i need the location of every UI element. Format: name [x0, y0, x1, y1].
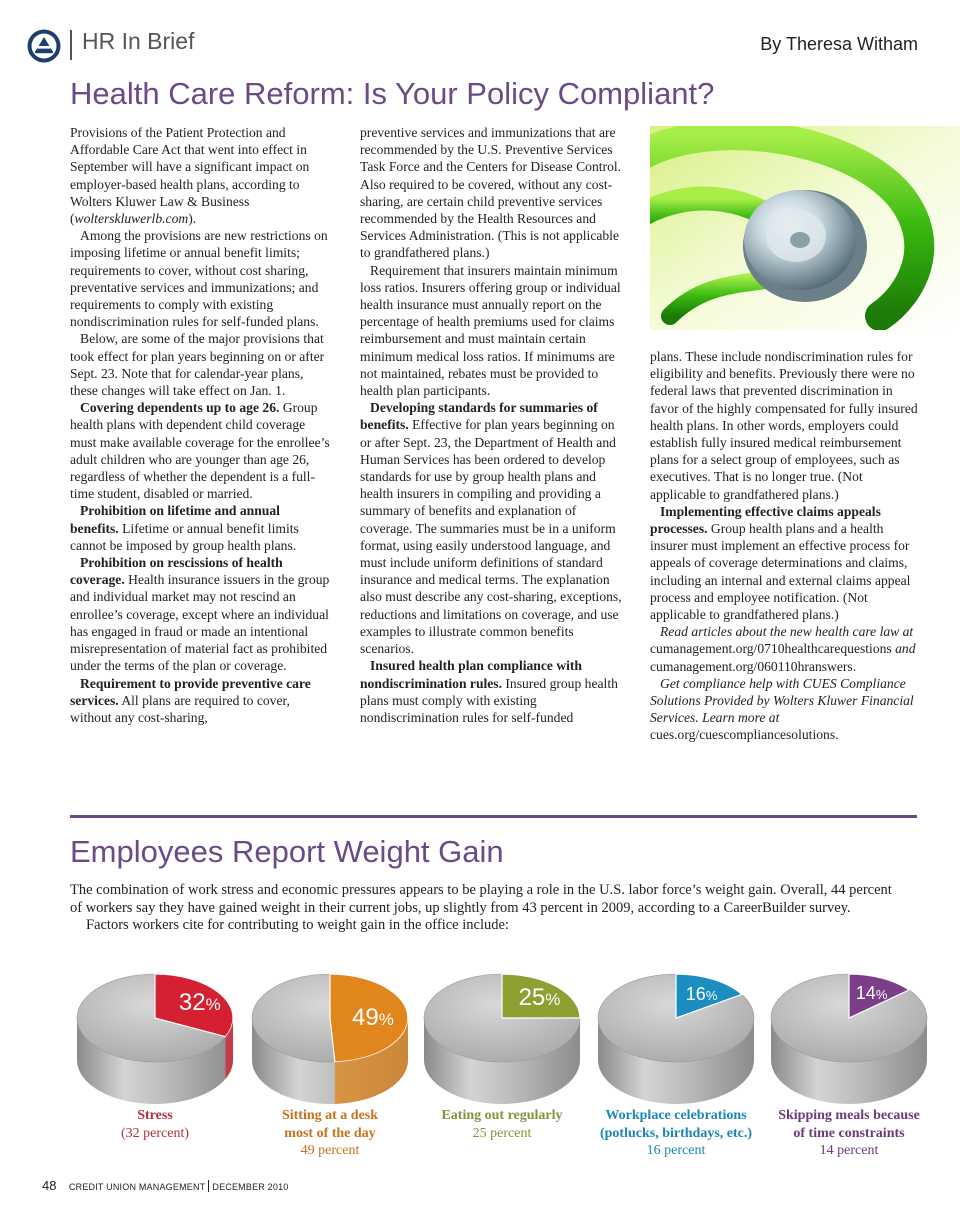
provision-heading: Insured health plan compliance with nondiscrimination rules.: [360, 658, 582, 691]
article-title-weight-gain: Employees Report Weight Gain: [70, 834, 504, 869]
header-divider: [70, 30, 72, 60]
intro-lead-in: Factors workers cite for contributing to weight gain in the office include:: [86, 917, 509, 933]
paragraph-text: Provisions of the Patient Protection and Affordable Care Act that went into effect in September will have a significant impact on employer-based health plans, according to Wolters Kluwer Law & Business (: [70, 125, 310, 227]
provision-heading: Developing standards for summaries of benefits.: [360, 400, 598, 433]
pie-caption-5: [764, 1107, 934, 1160]
factor-percent: 49 percent: [300, 1143, 360, 1158]
factor-name: Stress: [137, 1108, 173, 1123]
factor-name: Skipping meals because: [778, 1108, 920, 1123]
byline: By Theresa Witham: [760, 34, 918, 54]
provision-text: Health insurance issuers in the group and individual market may not rescind an enrollee’s coverage, except where an individual has engaged in fraud or made an intentional misrepresentation of material fact as prohibited under the terms of the plan or coverage.: [70, 572, 330, 674]
pie-value-label: 32%: [178, 989, 221, 1016]
article-column-3: [650, 348, 920, 744]
factor-name: of time constraints: [793, 1125, 905, 1141]
provision-heading: Requirement to provide preventive care services.: [70, 675, 311, 708]
pie-caption-4: [591, 1107, 761, 1160]
web-address: cues.org/cuescompliancesolutions.: [650, 727, 839, 743]
provision-paragraph: [70, 554, 332, 674]
article-column-1: [70, 124, 332, 726]
provision-text: Effective for plan years beginning on or after Sept. 23, the Department of Health and Human Services has been ordered to develop standards for use by group health plans and health insurers in compiling and providing a summary of benefits and explanation of coverage. The summaries must be in a uniform format, using easily understood language, and must include uniform definitions of standard insurance and medical terms. The explanation also must describe any cost-sharing, exceptions, reductions and limitations on coverage, and use examples to illustrate common benefits scenarios.: [360, 417, 622, 657]
provision-heading: Prohibition on lifetime and annual benefits.: [70, 503, 280, 536]
provision-paragraph: [70, 502, 332, 554]
factor-percent: 16 percent: [646, 1143, 706, 1158]
paragraph-text: ).: [188, 211, 197, 227]
publication-name: CREDIT UNION MANAGEMENT: [68, 1182, 206, 1192]
website-reference: wolterskluwerlb.com: [74, 211, 189, 227]
paragraph: [70, 124, 332, 227]
provision-heading: Prohibition on rescissions of health coverage.: [70, 555, 283, 588]
provision-text: Insured group health plans must comply with existing nondiscrimination rules for self-funded: [360, 675, 618, 725]
factor-name: Eating out regularly: [441, 1108, 563, 1123]
footer-divider: [208, 1180, 209, 1192]
pie-value-label: 49%: [351, 1004, 394, 1032]
factor-name: Workplace celebrations: [605, 1108, 747, 1123]
pie-caption-1: [70, 1107, 240, 1142]
paragraph-text: preventive services and immunizations that are recommended by the U.S. Preventive Services Task Force and the Centers for Disease Control. Also required to be covered, without any cost-sharing, are certain child preventive services recommended by the Health Resources and Services Administration. (This is not applicable to grandfathered plans.): [360, 125, 622, 261]
cues-logo-icon: [26, 28, 62, 64]
paragraph: [650, 348, 920, 503]
provision-heading: Implementing effective claims appeals processes.: [650, 503, 881, 537]
page-number: 48: [42, 1178, 57, 1193]
provision-heading: Covering dependents up to age 26.: [80, 400, 280, 416]
provision-text: Lifetime or annual benefit limits cannot be imposed by group health plans.: [70, 520, 299, 553]
factor-percent: 25 percent: [472, 1125, 532, 1141]
web-address: cumanagement.org/060110hranswers.: [650, 658, 857, 674]
web-address: cumanagement.org/0710healthcarequestions: [650, 641, 896, 657]
note-text: Read articles about the new health care law at: [660, 624, 914, 640]
paragraph-text: plans. These include nondiscrimination rules for eligibility and benefits. Previously there were no federal laws that prevented discrimination in favor of the highly compensated for fully insured health plans. In other words, employers could establish fully insured medical reimbursement plans for a select group of employees, such as executives. That is no longer true. (Not applicable to grandfathered plans.): [650, 349, 918, 502]
factor-name: Sitting at a desk: [281, 1108, 379, 1123]
pie-chart-4: [591, 966, 761, 1106]
paragraph: [360, 124, 628, 262]
paragraph: Requirement that insurers maintain minimum loss ratios. Insurers offering group or individual health insurance must annually report on the percentage of health premiums used for claims reimbursement and must maintain certain minimum medical loss ratios. If minimums are not maintained, rebates must be provided to health plan participants.: [360, 262, 621, 399]
pie-value-label: 16%: [685, 983, 718, 1004]
issue-date: DECEMBER 2010: [212, 1182, 289, 1192]
factor-name: most of the day: [284, 1125, 376, 1141]
note-text: Get compliance help with CUES Compliance Solutions Provided by Wolters Kluwer Financial Services. Learn more at: [650, 675, 914, 726]
stethoscope-photo: [650, 126, 960, 330]
pie-caption-2: [245, 1107, 415, 1160]
note-text: and: [895, 641, 916, 657]
factor-percent: 14 percent: [819, 1143, 879, 1158]
provision-text: Group health plans with dependent child coverage must make available coverage for the enrollee’s adult children who are younger than age 26, regardless of whether the dependent is a full-time student, disabled or married.: [70, 400, 330, 502]
pie-caption-3: [417, 1107, 587, 1142]
intro-paragraph: The combination of work stress and economic pressures appears to be playing a role in the U.S. labor force’s weight gain. Overall, 44 percent of workers say they have gained weight in their current jobs, up slightly from 43 percent in 2009, according to a CareerBuilder survey.: [70, 882, 892, 916]
pie-chart-2: [245, 966, 415, 1106]
page-footer: [42, 1177, 289, 1195]
provision-text: Group health plans and a health insurer must implement an effective process for appeals of coverage determinations and claims, including an internal and external claims appeal process and employee notification. (Not applicable to grandfathered plans.): [650, 521, 911, 623]
section-label: HR In Brief: [82, 28, 195, 54]
pie-chart-1: [70, 966, 240, 1106]
pie-chart-3: [417, 966, 587, 1106]
provision-paragraph: [360, 657, 628, 726]
pie-value-label: 14%: [855, 982, 888, 1003]
paragraph: Below, are some of the major provisions that took effect for plan years beginning on or after Sept. 23. Note that for calendar-year plans, these changes will take effect on Jan. 1.: [70, 331, 325, 399]
paragraph: Among the provisions are new restrictions on imposing lifetime or annual benefit limits; requirements to cover, without cost sharing, preventative services and immunizations; and requirements to comply with existing nondiscrimination rules for self-funded plans.: [70, 228, 328, 330]
provision-paragraph: [70, 399, 332, 502]
article-title-health-care: Health Care Reform: Is Your Policy Compliant?: [70, 76, 715, 111]
weight-gain-intro: [70, 882, 900, 935]
factor-percent: (32 percent): [120, 1125, 190, 1141]
pie-value-label: 25%: [518, 983, 561, 1011]
reference-note: [650, 675, 920, 744]
provision-paragraph: [70, 675, 332, 727]
factor-name: (potlucks, birthdays, etc.): [599, 1125, 753, 1141]
provision-text: All plans are required to cover, without any cost-sharing,: [70, 692, 290, 725]
provision-paragraph: [360, 399, 628, 657]
article-column-2: [360, 124, 628, 726]
reference-note: [650, 623, 920, 675]
pie-chart-5: [764, 966, 934, 1106]
section-divider: [70, 815, 917, 818]
provision-paragraph: [650, 503, 920, 623]
